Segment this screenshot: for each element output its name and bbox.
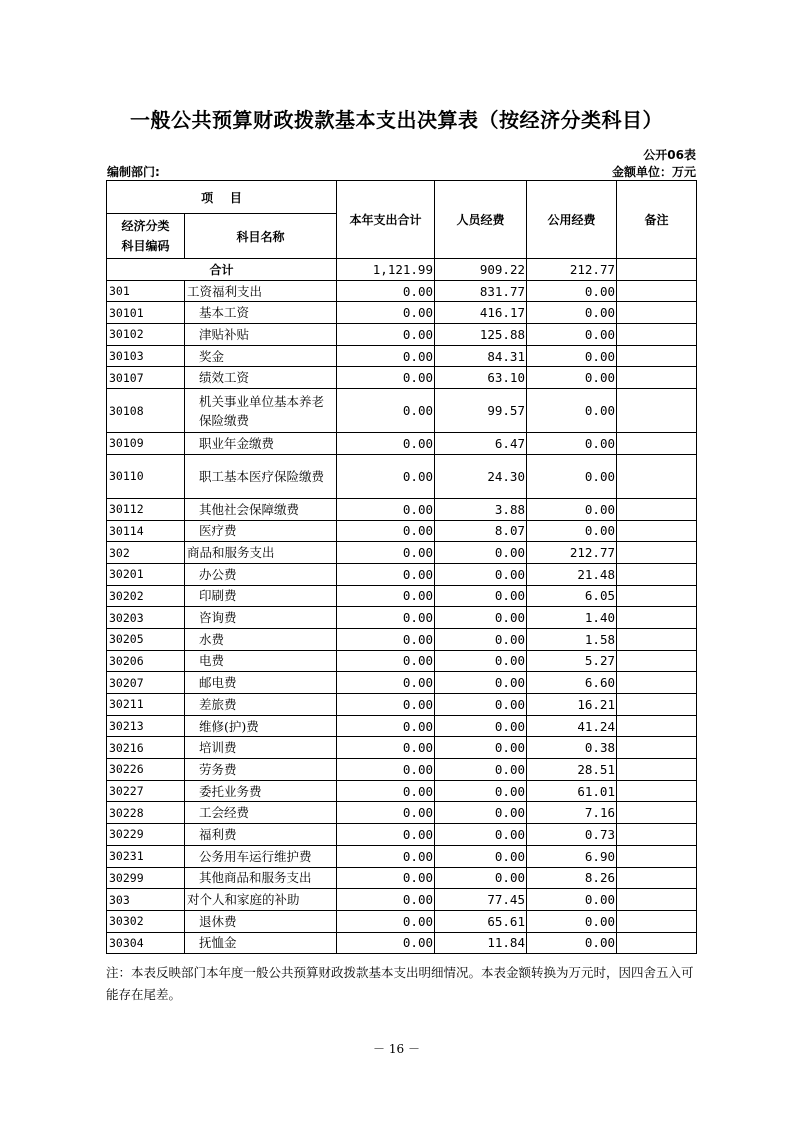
row-subject-name: 劳务费: [185, 759, 337, 781]
row-total: 0.00: [337, 889, 435, 911]
total-label: 合计: [107, 259, 337, 281]
row-remark: [617, 650, 697, 672]
table-row: [107, 910, 697, 932]
row-subject-name: 职工基本医疗保险缴费: [185, 454, 337, 498]
row-personnel: 0.00: [435, 542, 527, 564]
row-remark: [617, 585, 697, 607]
row-public: 0.00: [527, 498, 617, 520]
row-subject-name: 商品和服务支出: [185, 542, 337, 564]
row-public: 0.00: [527, 889, 617, 911]
row-remark: [617, 367, 697, 389]
row-personnel: 0.00: [435, 672, 527, 694]
row-subject-name: 奖金: [185, 345, 337, 367]
row-personnel: 0.00: [435, 780, 527, 802]
row-total: 0.00: [337, 867, 435, 889]
row-subject-name: 基本工资: [185, 302, 337, 324]
row-total: 0.00: [337, 628, 435, 650]
row-personnel: 416.17: [435, 302, 527, 324]
row-public: 0.00: [527, 910, 617, 932]
table-row: [107, 542, 697, 564]
row-total: 0.00: [337, 542, 435, 564]
row-remark: [617, 824, 697, 846]
table-row: [107, 780, 697, 802]
row-public: 0.00: [527, 367, 617, 389]
row-code: 30213: [107, 715, 185, 737]
personnel-header: 人员经费: [435, 181, 527, 259]
row-remark: [617, 759, 697, 781]
row-subject-name: 邮电费: [185, 672, 337, 694]
row-public: 7.16: [527, 802, 617, 824]
row-public: 1.58: [527, 628, 617, 650]
row-code: 30109: [107, 433, 185, 455]
public-header: 公用经费: [527, 181, 617, 259]
row-total: 0.00: [337, 780, 435, 802]
row-personnel: 11.84: [435, 932, 527, 954]
row-total: 0.00: [337, 672, 435, 694]
row-public: 5.27: [527, 650, 617, 672]
row-personnel: 0.00: [435, 650, 527, 672]
row-public: 16.21: [527, 694, 617, 716]
row-subject-name: 公务用车运行维护费: [185, 845, 337, 867]
row-remark: [617, 520, 697, 542]
row-personnel: 8.07: [435, 520, 527, 542]
row-subject-name: 其他社会保障缴费: [185, 498, 337, 520]
row-code: 30228: [107, 802, 185, 824]
row-subject-name: 退休费: [185, 910, 337, 932]
subject-name-header: 科目名称: [185, 214, 337, 259]
total-row: [107, 259, 697, 281]
row-code: 30203: [107, 607, 185, 629]
row-code: 30231: [107, 845, 185, 867]
row-code: 30229: [107, 824, 185, 846]
row-remark: [617, 280, 697, 302]
row-remark: [617, 302, 697, 324]
table-row: [107, 889, 697, 911]
row-public: 0.00: [527, 454, 617, 498]
expenditure-table: [106, 180, 697, 954]
row-personnel: 3.88: [435, 498, 527, 520]
row-personnel: 0.00: [435, 715, 527, 737]
row-personnel: 0.00: [435, 563, 527, 585]
row-total: 0.00: [337, 694, 435, 716]
row-code: 30207: [107, 672, 185, 694]
table-row: [107, 454, 697, 498]
row-code: 30201: [107, 563, 185, 585]
remark-header: 备注: [617, 181, 697, 259]
row-subject-name: 电费: [185, 650, 337, 672]
row-subject-name: 医疗费: [185, 520, 337, 542]
row-code: 30211: [107, 694, 185, 716]
amount-unit-label: 金额单位：万元: [611, 165, 696, 179]
row-code: 30205: [107, 628, 185, 650]
row-total: 0.00: [337, 433, 435, 455]
row-subject-name: 咨询费: [185, 607, 337, 629]
row-total: 0.00: [337, 607, 435, 629]
row-code: 30302: [107, 910, 185, 932]
row-remark: [617, 910, 697, 932]
row-personnel: 0.00: [435, 737, 527, 759]
row-subject-name: 工资福利支出: [185, 280, 337, 302]
row-code: 30216: [107, 737, 185, 759]
row-total: 0.00: [337, 910, 435, 932]
row-public: 6.05: [527, 585, 617, 607]
table-row: [107, 498, 697, 520]
form-number: 公开06表: [643, 148, 696, 162]
total-header: 本年支出合计: [337, 181, 435, 259]
row-remark: [617, 324, 697, 346]
total-public: 212.77: [527, 259, 617, 281]
row-code: 30202: [107, 585, 185, 607]
row-public: 21.48: [527, 563, 617, 585]
total-personnel: 909.22: [435, 259, 527, 281]
row-subject-name: 抚恤金: [185, 932, 337, 954]
row-public: 6.60: [527, 672, 617, 694]
econ-code-header: [107, 214, 185, 259]
row-public: 8.26: [527, 867, 617, 889]
table-row: [107, 650, 697, 672]
row-total: 0.00: [337, 389, 435, 433]
row-personnel: 0.00: [435, 759, 527, 781]
row-public: 0.73: [527, 824, 617, 846]
row-remark: [617, 780, 697, 802]
table-row: [107, 345, 697, 367]
row-personnel: 0.00: [435, 824, 527, 846]
row-total: 0.00: [337, 715, 435, 737]
row-code: 30226: [107, 759, 185, 781]
page-number: － 16 －: [373, 1042, 420, 1056]
row-personnel: 0.00: [435, 867, 527, 889]
row-subject-name: 工会经费: [185, 802, 337, 824]
table-row: [107, 628, 697, 650]
row-total: 0.00: [337, 302, 435, 324]
table-row: [107, 324, 697, 346]
row-personnel: 65.61: [435, 910, 527, 932]
row-remark: [617, 454, 697, 498]
table-row: [107, 607, 697, 629]
row-code: 301: [107, 280, 185, 302]
table-row: [107, 520, 697, 542]
row-total: 0.00: [337, 324, 435, 346]
row-subject-name: 福利费: [185, 824, 337, 846]
table-row: [107, 824, 697, 846]
row-remark: [617, 345, 697, 367]
row-subject-name: 差旅费: [185, 694, 337, 716]
table-row: [107, 389, 697, 433]
row-subject-name: 津贴补贴: [185, 324, 337, 346]
row-remark: [617, 932, 697, 954]
row-personnel: 24.30: [435, 454, 527, 498]
table-row: [107, 737, 697, 759]
report-title: 一般公共预算财政拨款基本支出决算表（按经济分类科目）: [130, 108, 663, 132]
row-subject-name: 机关事业单位基本养老保险缴费: [185, 389, 337, 433]
row-code: 30101: [107, 302, 185, 324]
row-public: 0.00: [527, 932, 617, 954]
row-remark: [617, 845, 697, 867]
row-remark: [617, 715, 697, 737]
table-row: [107, 845, 697, 867]
row-code: 30102: [107, 324, 185, 346]
row-remark: [617, 498, 697, 520]
row-public: 28.51: [527, 759, 617, 781]
row-remark: [617, 737, 697, 759]
table-row: [107, 563, 697, 585]
row-code: 30299: [107, 867, 185, 889]
row-public: 0.00: [527, 345, 617, 367]
row-public: 0.00: [527, 302, 617, 324]
table-row: [107, 759, 697, 781]
row-code: 30206: [107, 650, 185, 672]
row-remark: [617, 802, 697, 824]
row-subject-name: 绩效工资: [185, 367, 337, 389]
project-header: 项 目: [107, 181, 337, 214]
row-remark: [617, 542, 697, 564]
table-row: [107, 280, 697, 302]
table-row: [107, 585, 697, 607]
table-row: [107, 715, 697, 737]
row-remark: [617, 628, 697, 650]
row-code: 302: [107, 542, 185, 564]
row-total: 0.00: [337, 737, 435, 759]
row-remark: [617, 867, 697, 889]
row-public: 0.00: [527, 389, 617, 433]
row-personnel: 6.47: [435, 433, 527, 455]
row-personnel: 84.31: [435, 345, 527, 367]
row-personnel: 63.10: [435, 367, 527, 389]
row-personnel: 125.88: [435, 324, 527, 346]
row-code: 30108: [107, 389, 185, 433]
department-label: 编制部门:: [107, 165, 160, 179]
row-subject-name: 维修(护)费: [185, 715, 337, 737]
row-subject-name: 职业年金缴费: [185, 433, 337, 455]
econ-code-header-line2: 科目编码: [121, 239, 170, 253]
row-code: 30114: [107, 520, 185, 542]
row-remark: [617, 607, 697, 629]
row-total: 0.00: [337, 650, 435, 672]
row-personnel: 0.00: [435, 845, 527, 867]
row-total: 0.00: [337, 932, 435, 954]
row-personnel: 0.00: [435, 585, 527, 607]
row-total: 0.00: [337, 498, 435, 520]
row-remark: [617, 672, 697, 694]
row-public: 0.00: [527, 280, 617, 302]
table-row: [107, 302, 697, 324]
row-total: 0.00: [337, 845, 435, 867]
row-code: 30110: [107, 454, 185, 498]
row-personnel: 77.45: [435, 889, 527, 911]
row-subject-name: 委托业务费: [185, 780, 337, 802]
row-total: 0.00: [337, 563, 435, 585]
table-row: [107, 672, 697, 694]
row-total: 0.00: [337, 367, 435, 389]
table-row: [107, 802, 697, 824]
row-personnel: 0.00: [435, 607, 527, 629]
table-row: [107, 433, 697, 455]
row-remark: [617, 433, 697, 455]
row-public: 6.90: [527, 845, 617, 867]
table-row: [107, 932, 697, 954]
row-remark: [617, 563, 697, 585]
row-public: 212.77: [527, 542, 617, 564]
row-total: 0.00: [337, 454, 435, 498]
row-personnel: 831.77: [435, 280, 527, 302]
row-public: 0.00: [527, 520, 617, 542]
row-subject-name: 其他商品和服务支出: [185, 867, 337, 889]
row-public: 1.40: [527, 607, 617, 629]
row-personnel: 0.00: [435, 694, 527, 716]
row-public: 61.01: [527, 780, 617, 802]
row-public: 0.38: [527, 737, 617, 759]
total-amount: 1,121.99: [337, 259, 435, 281]
table-row: [107, 694, 697, 716]
row-personnel: 0.00: [435, 802, 527, 824]
row-code: 30103: [107, 345, 185, 367]
row-code: 303: [107, 889, 185, 911]
row-remark: [617, 389, 697, 433]
row-total: 0.00: [337, 520, 435, 542]
row-remark: [617, 694, 697, 716]
row-total: 0.00: [337, 280, 435, 302]
row-subject-name: 培训费: [185, 737, 337, 759]
row-code: 30304: [107, 932, 185, 954]
footnote: 注：本表反映部门本年度一般公共预算财政拨款基本支出明细情况。本表金额转换为万元时，因四舍五入可能存在尾差。: [106, 965, 694, 1002]
row-public: 0.00: [527, 324, 617, 346]
row-total: 0.00: [337, 345, 435, 367]
row-public: 41.24: [527, 715, 617, 737]
row-subject-name: 对个人和家庭的补助: [185, 889, 337, 911]
row-subject-name: 水费: [185, 628, 337, 650]
row-total: 0.00: [337, 802, 435, 824]
row-personnel: 0.00: [435, 628, 527, 650]
row-personnel: 99.57: [435, 389, 527, 433]
row-total: 0.00: [337, 759, 435, 781]
row-subject-name: 印刷费: [185, 585, 337, 607]
econ-code-header-line1: 经济分类: [121, 219, 170, 233]
table-row: [107, 367, 697, 389]
row-code: 30112: [107, 498, 185, 520]
row-code: 30107: [107, 367, 185, 389]
row-total: 0.00: [337, 585, 435, 607]
row-subject-name: 办公费: [185, 563, 337, 585]
table-row: [107, 867, 697, 889]
total-remark: [617, 259, 697, 281]
row-remark: [617, 889, 697, 911]
row-public: 0.00: [527, 433, 617, 455]
row-total: 0.00: [337, 824, 435, 846]
row-code: 30227: [107, 780, 185, 802]
